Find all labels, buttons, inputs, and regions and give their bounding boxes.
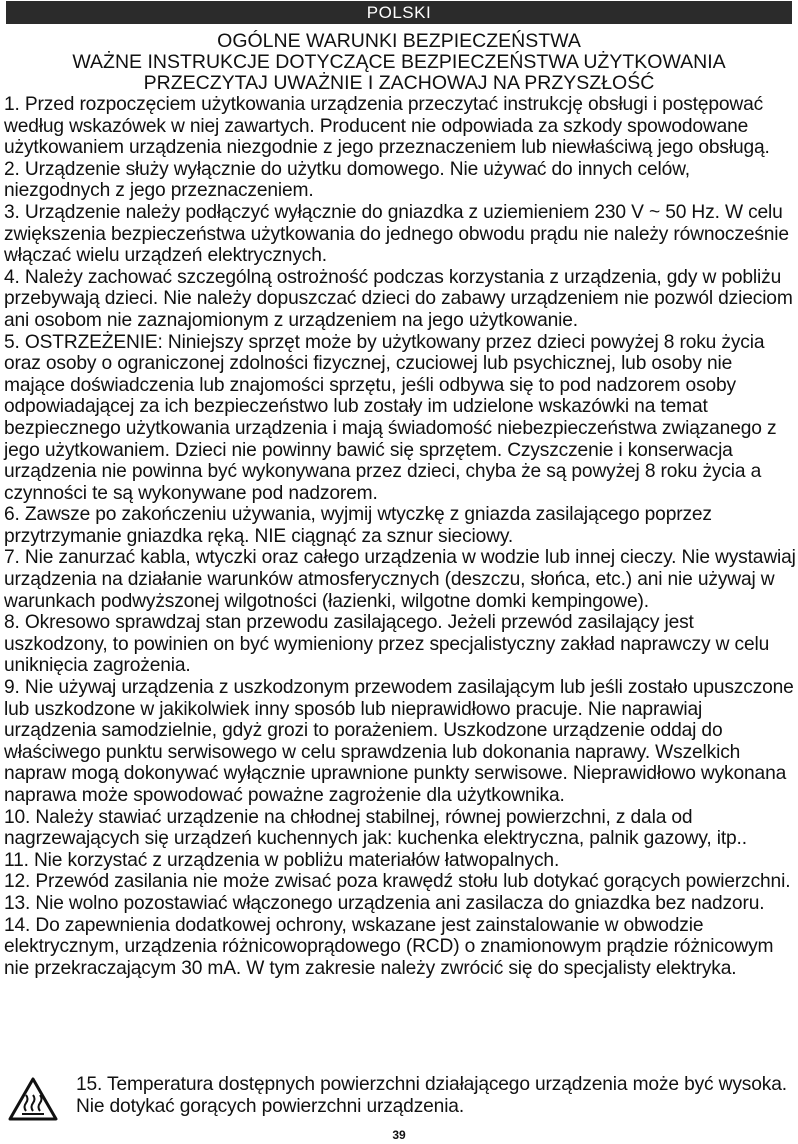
title-read-carefully: PRZECZYTAJ UWAŻNIE I ZACHOWAJ NA PRZYSZŁOŚĆ (143, 72, 655, 94)
instruction-item-14: 14. Do zapewnienia dodatkowej ochrony, wskazane jest zainstalowanie w obwodzie elektrycznym, urządzenia różnicowoprądowego (RCD) o znamionowym prądzie różnicowym nie przekraczającym 30 mA. W tym zakresie należy zwrócić się do specjalisty elektryka. (4, 914, 774, 979)
instruction-item-15: 15. Temperatura dostępnych powierzchni działającego urządzenia może być wysoka. Nie dotykać gorących powierzchni urządzenia. (76, 1074, 787, 1117)
safety-titles (0, 31, 798, 94)
instruction-item-7: 7. Nie zanurzać kabla, wtyczki oraz całego urządzenia w wodzie lub innej cieczy. Nie wystawiaj urządzenia na działanie warunków atmosferycznych (deszczu, słońca, etc.) ani nie używaj w warunkach podwyższonej wilgotności (łazienki, wilgotne domki kempingowe). (4, 547, 796, 612)
instruction-item-2: 2. Urządzenie służy wyłącznie do użytku domowego. Nie używać do innych celów, niezgodnych z jego przeznaczeniem. (4, 158, 690, 202)
language-header: POLSKI (6, 1, 792, 24)
instruction-item-4: 4. Należy zachować szczególną ostrożność podczas korzystania z urządzenia, gdy w pobliżu przebywają dzieci. Nie należy dopuszczać dzieci do zabawy urządzeniem nie pozwól dzieciom ani osobom nie zaznajomionym z urządzeniem na jego użytkowanie. (4, 266, 793, 331)
instruction-item-12: 12. Przewód zasilania nie może zwisać poza krawędź stołu lub dotykać gorących powierzchni. (4, 871, 791, 893)
instruction-item-5: 5. OSTRZEŻENIE: Niniejszy sprzęt może by użytkowany przez dzieci powyżej 8 roku życia oraz osoby o ograniczonej zdolności fizycznej, czuciowej lub psychicznej, lub osoby nie mające doświadczenia lub znajomości sprzętu, jeśli odbywa się to pod nadzorem osoby odpowiadającej za ich bezpieczeństwo lub zostały im udzielone wskazówki na temat bezpiecznego użytkowania urządzenia i mają świadomość niebezpieczeństwa związanego z jego użytkowaniem. Dzieci nie powinny bawić się sprzętem. Czyszczenie i konserwacja urządzenia nie powinna być wykonywana przez dzieci, chyba że są powyżej 8 roku życia a czynności te są wykonywane pod nadzorem. (4, 331, 777, 504)
instruction-item-13: 13. Nie wolno pozostawiać włączonego urządzenia ani zasilacza do gniazdka bez nadzoru. (4, 892, 765, 914)
hot-surface-warning (0, 1074, 798, 1122)
instruction-item-11: 11. Nie korzystać z urządzenia w pobliżu materiałów łatwopalnych. (4, 849, 560, 871)
title-general-safety: OGÓLNE WARUNKI BEZPIECZEŃSTWA (217, 30, 581, 52)
instruction-item-10: 10. Należy stawiać urządzenie na chłodnej stabilnej, równej powierzchni, z dala od nagrzewających się urządzeń kuchennych jak: kuchenka elektryczna, palnik gazowy, itp.. (4, 806, 747, 850)
instruction-item-3: 3. Urządzenie należy podłączyć wyłącznie do gniazdka z uziemieniem 230 V ~ 50 Hz. W celu zwiększenia bezpieczeństwa użytkowania do jednego obwodu prądu nie należy równocześnie włączać wielu urządzeń elektrycznych. (4, 201, 789, 267)
instructions-list (4, 94, 796, 979)
instruction-item-9: 9. Nie używaj urządzenia z uszkodzonym przewodem zasilającym lub jeśli zostało upuszczone lub uszkodzone w jakikolwiek inny sposób lub nieprawidłowo pracuje. Nie naprawiaj urządzenia samodzielnie, gdyż grozi to porażeniem. Uszkodzone urządzenie oddaj do właściwego punktu serwisowego w celu sprawdzenia lub dokonania naprawy. Wszelkich napraw mogą dokonywać wyłącznie uprawnione punkty serwisowe. Nieprawidłowo wykonana naprawa może spowodować poważne zagrożenie dla użytkownika. (4, 677, 794, 806)
page-number: 39 (392, 1128, 406, 1142)
instruction-item-6: 6. Zawsze po zakończeniu używania, wyjmij wtyczkę z gniazda zasilającego poprzez przytrzymanie gniazdka ręką. NIE ciągnąć za sznur sieciowy. (4, 504, 712, 547)
hot-surface-warning-icon (8, 1077, 58, 1121)
instruction-item-8: 8. Okresowo sprawdzaj stan przewodu zasilającego. Jeżeli przewód zasilający jest uszkodzony, to powinien on być wymieniony przez specjalistyczny zakład naprawczy w celu uniknięcia zagrożenia. (4, 612, 770, 677)
instruction-item-1: 1. Przed rozpoczęciem użytkowania urządzenia przeczytać instrukcję obsługi i postępować według wskazówek w niej zawartych. Producent nie odpowiada za szkody spowodowane użytkowaniem urządzenia niezgodnie z jego przeznaczeniem lub niewłaściwą jego obsługą. (4, 94, 770, 159)
title-important-instructions: WAŻNE INSTRUKCJE DOTYCZĄCE BEZPIECZEŃSTWA UŻYTKOWANIA (72, 51, 726, 73)
